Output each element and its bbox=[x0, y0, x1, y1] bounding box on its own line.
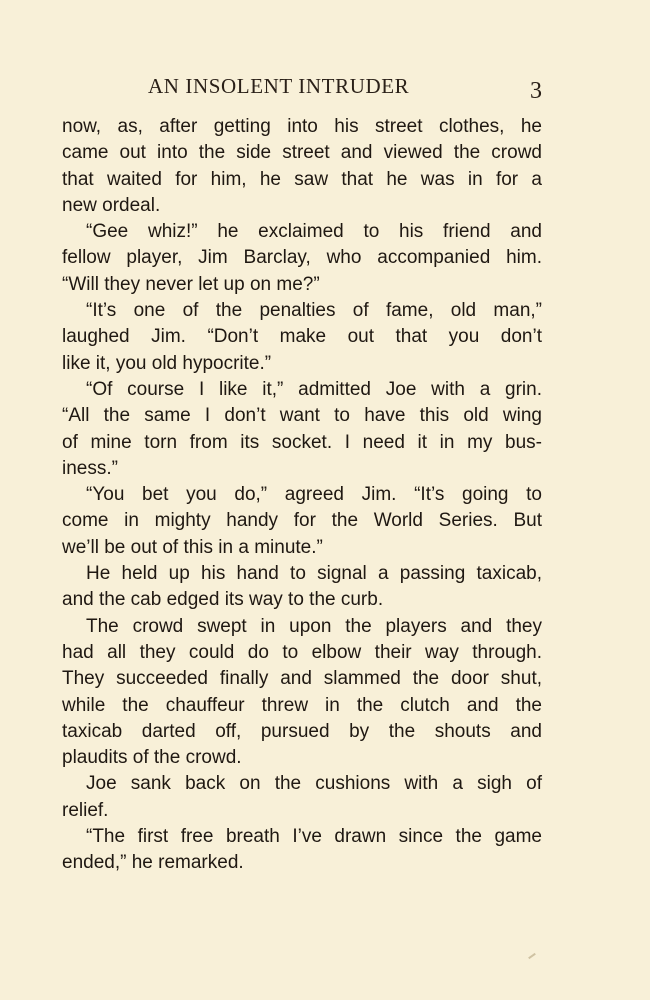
text-line: iness.” bbox=[62, 457, 118, 479]
paper-mark bbox=[528, 953, 536, 959]
text-line: and the cab edged its way to the curb. bbox=[62, 589, 384, 611]
running-title: AN INSOLENT INTRUDER bbox=[148, 74, 410, 98]
text-line: of mine torn from its socket. I need it in my bus- bbox=[62, 431, 542, 453]
page-number: 3 bbox=[530, 78, 542, 104]
text-line: ended,” he remarked. bbox=[62, 852, 244, 874]
text-line: “It’s one of the penalties of fame, old man,” bbox=[86, 300, 542, 322]
text-line: They succeeded finally and slammed the door shut, bbox=[62, 668, 542, 690]
text-line: now, as, after getting into his street clothes, he bbox=[62, 116, 542, 137]
text-line: Joe sank back on the cushions with a sigh of bbox=[86, 773, 542, 795]
text-line: come in mighty handy for the World Series. But bbox=[62, 510, 542, 532]
text-line: “Of course I like it,” admitted Joe with a grin. bbox=[86, 378, 542, 400]
text-line: we’ll be out of this in a minute.” bbox=[62, 536, 323, 558]
text-line: “Will they never let up on me?” bbox=[62, 273, 320, 295]
text-line: “Gee whiz!” he exclaimed to his friend and bbox=[86, 221, 542, 243]
text-line: “You bet you do,” agreed Jim. “It’s going to bbox=[86, 484, 542, 506]
text-line: had all they could do to elbow their way through. bbox=[62, 641, 542, 663]
text-line: “All the same I don’t want to have this old wing bbox=[62, 405, 542, 427]
text-line: came out into the side street and viewed the crowd bbox=[62, 142, 542, 164]
text-line: He held up his hand to signal a passing taxicab, bbox=[86, 563, 542, 585]
text-line: plaudits of the crowd. bbox=[62, 747, 242, 769]
text-line: “The first free breath I’ve drawn since the game bbox=[86, 826, 542, 848]
body-text bbox=[62, 114, 542, 877]
text-line: relief. bbox=[62, 799, 109, 821]
text-line: new ordeal. bbox=[62, 194, 161, 216]
running-header bbox=[62, 74, 542, 104]
text-line: The crowd swept in upon the players and they bbox=[86, 615, 542, 637]
text-line: while the chauffeur threw in the clutch and the bbox=[62, 694, 542, 716]
text-line: taxicab darted off, pursued by the shouts and bbox=[62, 720, 542, 742]
text-line: laughed Jim. “Don’t make out that you don’t bbox=[62, 326, 542, 348]
text-line: like it, you old hypocrite.” bbox=[62, 352, 272, 374]
text-line: that waited for him, he saw that he was in for a bbox=[62, 168, 542, 190]
text-line: fellow player, Jim Barclay, who accompanied him. bbox=[62, 247, 542, 269]
